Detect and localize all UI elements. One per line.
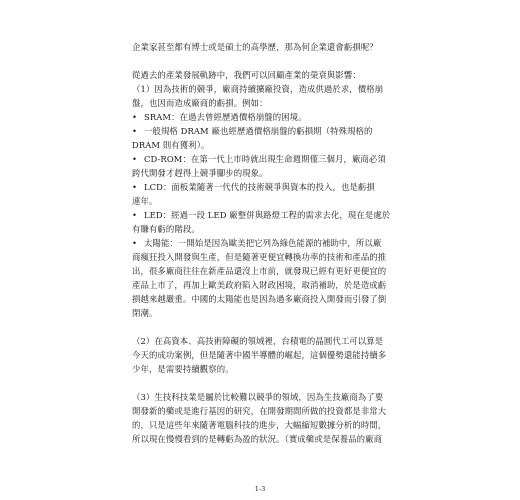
bullet-marker: • xyxy=(132,210,138,220)
document-body xyxy=(132,40,394,446)
bullet-item xyxy=(132,110,394,124)
bullet-item xyxy=(132,152,394,180)
bullet-marker: • xyxy=(132,238,138,248)
bullet-text-continued: DRAM 則有獲利）。 xyxy=(132,140,210,150)
point-3-line: 所以現在慢慢看到的是轉虧為盈的狀況。（實成藥或是保養品的廠商 xyxy=(132,434,383,444)
bullet-text-continued: 產品上市了，再加上歐美政府陷入財政困境，取消補助，於是造成虧 xyxy=(132,280,387,290)
bullet-text: LED：經過一段 LED 廠整併與路燈工程的需求去化，現在是處於 xyxy=(144,210,391,220)
bullet-text-continued: 連年。 xyxy=(132,196,158,206)
point-3-line: （3）生技科技業是屬於比較難以競爭的領域，因為生技廠商為了要 xyxy=(132,392,384,402)
bullet-text: CD-ROM：在第一代上市時就出現生命週期僅三個月，廠商必須 xyxy=(144,154,386,164)
point-3 xyxy=(132,390,394,446)
section-intro: 從過去的產業發展軌跡中，我們可以回顧產業的榮衰與影響： xyxy=(132,70,361,80)
point-2 xyxy=(132,334,394,376)
point-1-line: 盤，也因而造成廠商的虧損。例如： xyxy=(132,98,268,108)
bullet-text: SRAM：在過去曾經歷過價格崩盤的困境。 xyxy=(144,112,307,122)
bullet-text-continued: 損越來越嚴重。中國的太陽能也是因為過多廠商投入開發而引發了倒 xyxy=(132,294,387,304)
bullet-item xyxy=(132,124,394,152)
point-2-line: 今天的成功案例，但是隨著中國半導體的崛起，這個優勢還能持續多 xyxy=(132,350,387,360)
point-2-line: 少年，是需要持續觀察的。 xyxy=(132,364,234,374)
bullet-marker: • xyxy=(132,112,138,122)
bullet-text-continued: 商瘋狂投入開發與生產，但是隨著更便宜轉換功率的技術和產品的推 xyxy=(132,252,387,262)
point-3-line: 的，只是這些年來隨著電腦科技的進步，大幅縮短數據分析的時間， xyxy=(132,420,387,430)
point-1 xyxy=(132,82,394,320)
paragraph-gap xyxy=(132,54,394,68)
bullet-text: LCD：面板業隨著一代代的技術競爭與資本的投入，也是虧損 xyxy=(144,182,375,192)
bullet-item xyxy=(132,236,394,320)
bullet-text-continued: 有賺有虧的階段。 xyxy=(132,224,200,234)
bullet-text-continued: 閉潮。 xyxy=(132,308,158,318)
intro-question: 企業家甚至都有博士或是碩士的高學歷，那為何企業還會虧損呢？ xyxy=(132,42,378,52)
bullet-text-continued: 出，很多廠商往往在新產品還沒上市前，就發現已經有更好更便宜的 xyxy=(132,266,387,276)
bullet-text-continued: 跨代開發才趕得上競爭腳步的現象。 xyxy=(132,168,268,178)
bullet-text: 一般規格 DRAM 廠也經歷過價格崩盤的虧損期（特殊規格的 xyxy=(144,126,373,136)
point-3-line: 開發新的藥或是進行基因的研究，在開發期間所做的投資都是非常大 xyxy=(132,406,387,416)
bullet-marker: • xyxy=(132,126,138,136)
point-2-line: （2）在高資本、高技術障礙的領域裡，台積電的晶圓代工可以算是 xyxy=(132,336,384,346)
bullet-marker: • xyxy=(132,154,138,164)
point-1-line: （1）因為技術的競爭，廠商持續擴廠投資，造成供過於求，價格崩 xyxy=(132,84,384,94)
bullet-item xyxy=(132,208,394,236)
bullet-text: 太陽能：一開始是因為歐美把它列為綠色能源的補助中，所以廠 xyxy=(144,238,382,248)
page-number: 1-3 xyxy=(254,485,266,493)
paragraph-gap xyxy=(132,376,394,390)
bullet-item xyxy=(132,180,394,208)
bullet-marker: • xyxy=(132,182,138,192)
paragraph-gap xyxy=(132,320,394,334)
